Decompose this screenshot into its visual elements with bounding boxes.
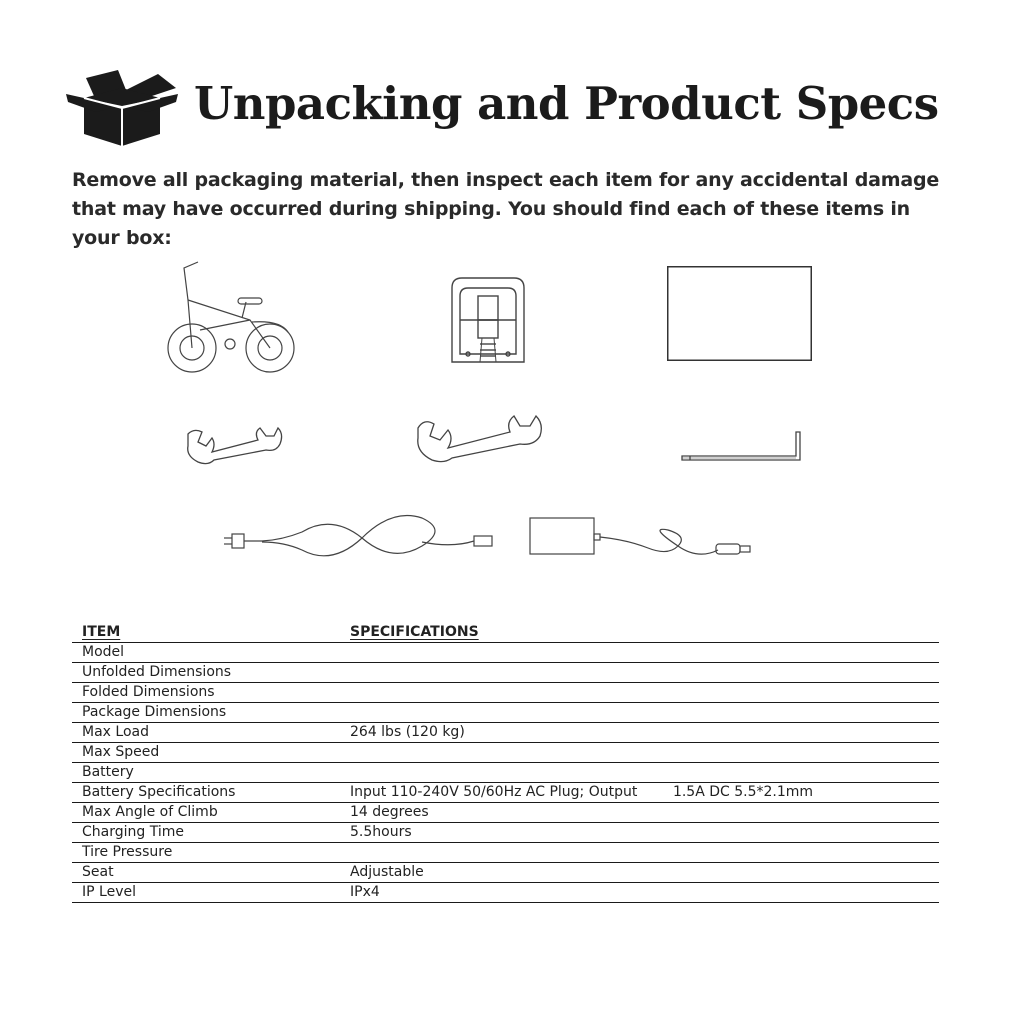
spec-item: Max Speed [72,743,340,763]
spec-item: Charging Time [72,823,340,843]
spec-item: Tire Pressure [72,843,340,863]
spec-value: Input 110-240V 50/60Hz AC Plug; Output 1.5A DC 5.5*2.1mm [340,783,939,803]
table-row [72,803,939,823]
spec-item: Max Angle of Climb [72,803,340,823]
spec-value: Adjustable [340,863,939,883]
spec-table [72,622,939,903]
column-header-item: ITEM [72,622,340,643]
table-row [72,683,939,703]
column-header-specifications: SPECIFICATIONS [340,622,939,643]
spec-item: Package Dimensions [72,703,340,723]
table-row [72,743,939,763]
spec-value [340,643,939,663]
spec-item: Battery [72,763,340,783]
table-row [72,843,939,863]
page-title: Unpacking and Product Specs [194,77,939,130]
intro-text: Remove all packaging material, then inspect each item for any accidental damage that may have occurred during shipping. You should find each of these items in your box: [72,169,940,249]
spec-value [340,683,939,703]
small-wrench-icon [184,422,286,466]
spec-value: 14 degrees [340,803,939,823]
spec-value [340,743,939,763]
spec-value [340,843,939,863]
table-row [72,883,939,903]
spec-value: 5.5hours [340,823,939,843]
charger-icon [528,516,754,558]
spec-value: IPx4 [340,883,939,903]
bike-icon [160,260,300,375]
hex-key-icon [680,430,804,464]
spec-item: Model [72,643,340,663]
table-row [72,863,939,883]
table-row [72,783,939,803]
spec-item: Battery Specifications [72,783,340,803]
table-row [72,723,939,743]
spec-item: IP Level [72,883,340,903]
table-row [72,663,939,683]
table-header-row [72,622,939,643]
large-wrench-icon [414,412,546,464]
spec-item: Max Load [72,723,340,743]
spec-item: Folded Dimensions [72,683,340,703]
spec-value: 264 lbs (120 kg) [340,723,939,743]
battery-pack-icon [448,276,528,364]
table-row [72,823,939,843]
spec-item: Seat [72,863,340,883]
table-row [72,643,939,663]
spec-item: Unfolded Dimensions [72,663,340,683]
manual-icon [667,266,812,361]
power-cord-icon [222,508,496,568]
box-icon [66,68,178,148]
spec-value [340,763,939,783]
spec-value [340,663,939,683]
table-row [72,703,939,723]
spec-value [340,703,939,723]
table-row [72,763,939,783]
